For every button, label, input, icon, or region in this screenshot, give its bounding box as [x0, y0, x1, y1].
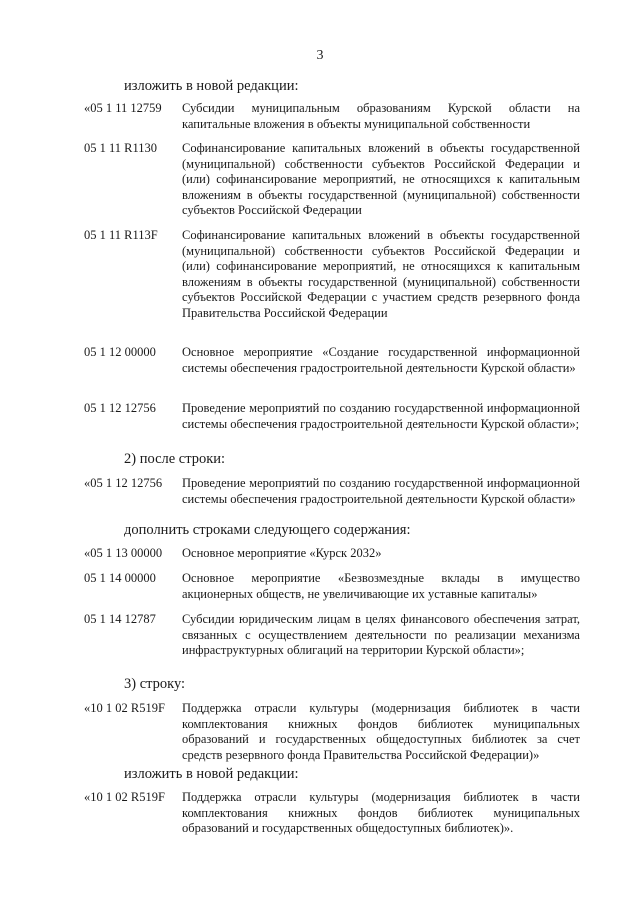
budget-code: «05 1 11 12759 — [84, 101, 162, 115]
budget-description: Основное мероприятие «Безвозмездные вклады в имущество акционерных обществ, не увеличивающие их уставные капиталы» — [182, 571, 580, 601]
intro-heading-3: изложить в новой редакции: — [124, 766, 299, 782]
budget-entry — [84, 701, 580, 763]
item-3-heading: 3) строку: — [124, 676, 186, 692]
budget-entry — [84, 101, 580, 132]
budget-code: «10 1 02 R519F — [84, 790, 165, 804]
budget-entry — [84, 790, 580, 837]
budget-code: 05 1 12 00000 — [84, 345, 156, 359]
budget-description: Поддержка отрасли культуры (модернизация библиотек в части комплектования книжных фондов библиотек муниципальных образований и государственных общедоступных библиотек)». — [182, 790, 580, 835]
intro-heading-1: изложить в новой редакции: — [124, 78, 299, 94]
budget-description: Основное мероприятие «Курск 2032» — [182, 546, 382, 560]
budget-code: 05 1 11 R1130 — [84, 141, 158, 155]
budget-description: Основное мероприятие «Создание государственной информационной системы обеспечения градостроительной деятельности Курской области» — [182, 345, 580, 375]
budget-description: Проведение мероприятий по созданию государственной информационной системы обеспечения градостроительной деятельности Курской области» — [182, 476, 580, 506]
budget-description: Проведение мероприятий по созданию государственной информационной системы обеспечения градостроительной деятельности Курской области»; — [182, 401, 580, 431]
budget-description: Софинансирование капитальных вложений в объекты государственной (муниципальной) собственности субъектов Российской Федерации и (или) софинансирование мероприятий, не относящихся к капитальным вложениям в объекты государственной (муниципальной) собственности субъектов Российской Федерации с участием средств резервного фонда Правительства Российской Федерации — [182, 228, 580, 320]
budget-entry — [84, 345, 580, 376]
page-number: 3 — [316, 48, 324, 63]
budget-code: 05 1 11 R113F — [84, 228, 158, 242]
item-2-heading: 2) после строки: — [124, 451, 226, 467]
budget-entry — [84, 571, 580, 602]
budget-description: Субсидии юридическим лицам в целях финансового обеспечения затрат, связанных с осуществлением деятельности по реализации механизма инфраструктурных облигаций на территории Курской области»; — [182, 612, 580, 657]
intro-heading-2: дополнить строками следующего содержания: — [124, 522, 411, 538]
budget-entry — [84, 612, 580, 659]
budget-code: «05 1 13 00000 — [84, 546, 163, 560]
budget-code: 05 1 12 12756 — [84, 401, 156, 415]
budget-entry — [84, 546, 580, 562]
budget-entry — [84, 141, 580, 219]
budget-code: 05 1 14 12787 — [84, 612, 156, 626]
budget-code: «05 1 12 12756 — [84, 476, 163, 490]
budget-description: Софинансирование капитальных вложений в объекты государственной (муниципальной) собственности субъектов Российской Федерации и (или) софинансирование мероприятий, не относящихся к капитальным вложениям в объекты государственной (муниципальной) собственности субъектов Российской Федерации — [182, 141, 580, 217]
budget-entry — [84, 401, 580, 432]
budget-description: Субсидии муниципальным образованиям Курской области на капитальные вложения в объекты муниципальной собственности — [182, 101, 580, 131]
budget-entry — [84, 228, 580, 321]
budget-entry — [84, 476, 580, 507]
budget-code: «10 1 02 R519F — [84, 701, 165, 715]
budget-description: Поддержка отрасли культуры (модернизация библиотек в части комплектования книжных фондов библиотек муниципальных образований и государственных общедоступных библиотек за счет средств резервного фонда Правительства Российской Федерации)» — [182, 701, 580, 762]
budget-code: 05 1 14 00000 — [84, 571, 156, 585]
